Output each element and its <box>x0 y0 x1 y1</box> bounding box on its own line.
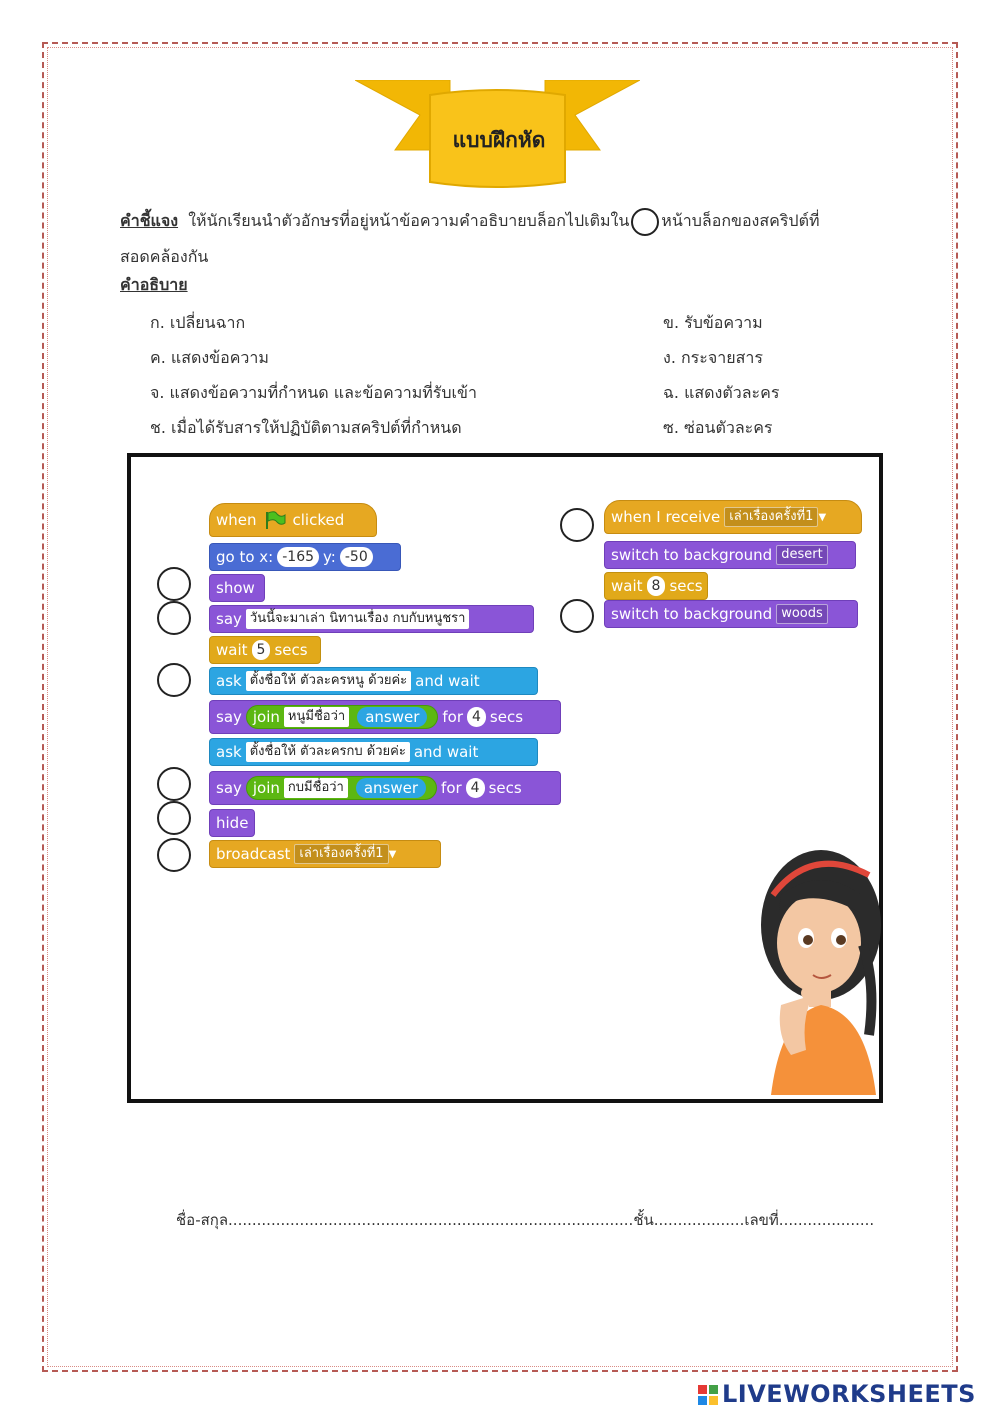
hide-block <box>209 809 255 837</box>
description-item: ฉ. แสดงตัวละคร <box>663 383 780 402</box>
hide-label: hide <box>216 814 249 832</box>
description-item: ซ. ซ่อนตัวละคร <box>663 418 773 437</box>
wait-label: wait <box>216 641 248 659</box>
for-label: for <box>442 708 463 726</box>
broadcast-block <box>209 840 441 868</box>
when-label: when <box>216 511 257 529</box>
background-dropdown[interactable]: woods <box>776 604 828 624</box>
dropdown-arrow-icon: ▼ <box>818 511 827 523</box>
description-item: ง. กระจายสาร <box>663 348 763 367</box>
y-label: y: <box>323 548 336 566</box>
join-label: join <box>252 779 280 797</box>
instruction-text-after: หน้าบล็อกของสคริปต์ที่สอดคล้องกัน <box>120 211 820 266</box>
and-wait-label: and wait <box>415 672 480 690</box>
y-value: -50 <box>340 547 373 567</box>
secs-label: secs <box>669 577 703 595</box>
ask-text: ตั้งชื่อให้ ตัวละครกบ ด้วยค่ะ <box>246 742 410 762</box>
answer-circle-broadcast[interactable] <box>157 838 191 872</box>
when-i-receive-block <box>604 500 862 534</box>
secs-label: secs <box>274 641 308 659</box>
page-title: แบบฝึกหัด <box>452 128 546 152</box>
when-receive-label: when I receive <box>611 508 721 526</box>
wait-block <box>209 636 321 664</box>
wait-label: wait <box>611 577 643 595</box>
instruction-text-before: ให้นักเรียนนำตัวอักษรที่อยู่หน้าข้อความคำอธิบายบล็อกไปเติมใน <box>188 211 630 230</box>
join-text: หนูมีชื่อว่า <box>284 707 349 727</box>
ask-label: ask <box>216 672 242 690</box>
wait-block <box>604 572 708 600</box>
answer-circle-hide[interactable] <box>157 801 191 835</box>
answer-circle-say[interactable] <box>157 601 191 635</box>
secs-label: secs <box>489 708 524 726</box>
answer-circle-receive[interactable] <box>560 508 594 542</box>
show-label: show <box>216 579 255 597</box>
go-to-xy-block <box>209 543 401 571</box>
say-block <box>209 605 534 633</box>
ask-block <box>209 667 538 695</box>
when-flag-clicked-block <box>209 503 377 537</box>
ask-label: ask <box>216 743 242 761</box>
girl-illustration <box>751 835 881 1095</box>
description-item: ก. เปลี่ยนฉาก <box>150 313 246 332</box>
instruction <box>120 203 880 275</box>
secs-label: secs <box>488 779 522 797</box>
answer-reporter: answer <box>356 778 426 798</box>
answer-circle-ask[interactable] <box>157 663 191 697</box>
answer-circle-switch[interactable] <box>560 599 594 633</box>
logo-text: LIVEWORKSHEETS <box>722 1380 976 1408</box>
wait-value: 8 <box>647 576 666 596</box>
switch-label: switch to background <box>611 546 773 564</box>
x-value: -165 <box>277 547 319 567</box>
answer-circle-show[interactable] <box>157 567 191 601</box>
goto-label: go to x: <box>216 548 274 566</box>
script-panel <box>127 453 883 1103</box>
say-label: say <box>216 610 242 628</box>
for-label: for <box>441 779 462 797</box>
description-item: ข. รับข้อความ <box>663 313 763 332</box>
ask-text: ตั้งชื่อให้ ตัวละครหนู ด้วยค่ะ <box>246 671 411 691</box>
receive-dropdown[interactable]: เล่าเรื่องครั้งที่1 <box>724 507 818 527</box>
join-text: กบมีชื่อว่า <box>284 778 348 798</box>
instruction-label: คำชี้แจง <box>120 211 179 230</box>
join-label: join <box>252 708 280 726</box>
wait-value: 5 <box>252 640 271 660</box>
switch-label: switch to background <box>611 605 773 623</box>
broadcast-dropdown[interactable]: เล่าเรื่องครั้งที่1 <box>294 844 388 864</box>
description-title: คำอธิบาย <box>120 275 188 294</box>
join-block <box>246 705 438 729</box>
for-value: 4 <box>466 778 485 798</box>
show-block <box>209 574 265 602</box>
say-label: say <box>216 708 242 726</box>
clicked-label: clicked <box>292 511 345 529</box>
dropdown-arrow-icon: ▼ <box>388 848 397 860</box>
switch-background-block <box>604 600 858 628</box>
green-flag-icon <box>263 510 287 530</box>
background-dropdown[interactable]: desert <box>776 545 827 565</box>
answer-circle-say-join[interactable] <box>157 767 191 801</box>
say-label: say <box>216 779 242 797</box>
for-value: 4 <box>467 707 486 727</box>
ask-block <box>209 738 538 766</box>
and-wait-label: and wait <box>413 743 479 761</box>
say-text: วันนี้จะมาเล่า นิทานเรื่อง กบกับหนูชรา <box>246 609 470 629</box>
answer-circle-example <box>631 208 659 236</box>
say-for-secs-block <box>209 700 561 734</box>
say-for-secs-block <box>209 771 561 805</box>
liveworksheets-logo-icon <box>698 1385 718 1405</box>
broadcast-label: broadcast <box>216 845 291 863</box>
switch-background-block <box>604 541 856 569</box>
join-block <box>246 776 437 800</box>
description-item: จ. แสดงข้อความที่กำหนด และข้อความที่รับเข้า <box>150 383 477 402</box>
description-item: ค. แสดงข้อความ <box>150 348 269 367</box>
description-item: ช. เมื่อได้รับสารให้ปฏิบัติตามสคริปต์ที่กำหนด <box>150 418 462 437</box>
answer-reporter: answer <box>357 707 427 727</box>
liveworksheets-logo <box>698 1380 976 1408</box>
name-class-number-line: ชื่อ-สกุล.....................................................................................ชั้น...................เลขที่.................... <box>176 1211 875 1229</box>
